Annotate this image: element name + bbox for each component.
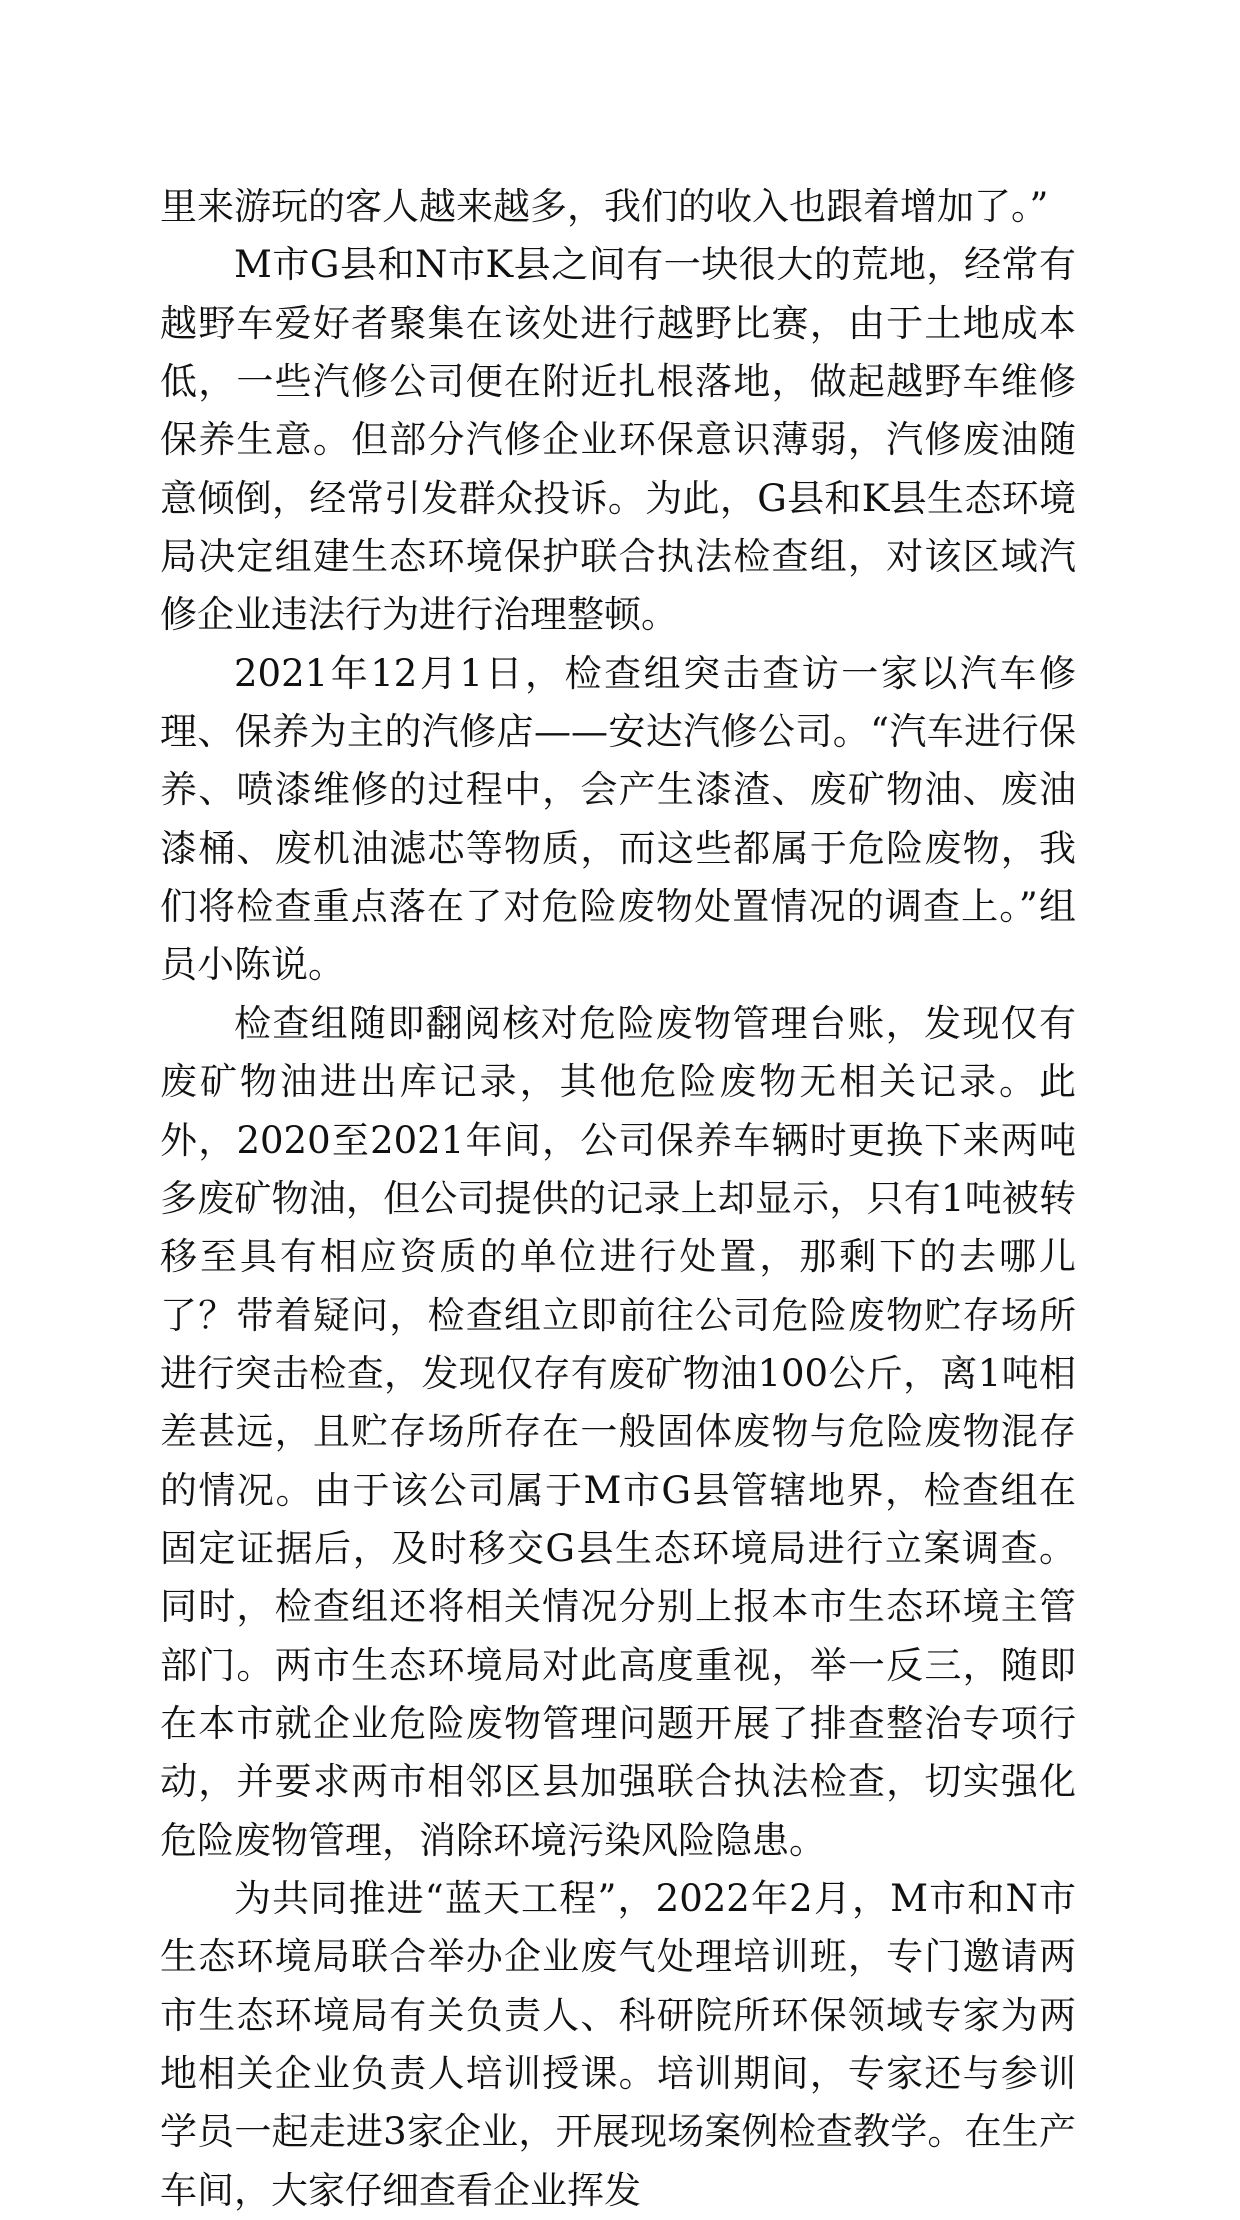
paragraph-wasteland-intro: M市G县和N市K县之间有一块很大的荒地，经常有越野车爱好者聚集在该处进行越野比赛，由于土地成本低，一些汽修公司便在附近扎根落地，做起越野车维修保养生意。但部分汽修企业环保意识薄弱，汽修废油随意倾倒，经常引发群众投诉。为此，G县和K县生态环境局决定组建生态环境保护联合执法检查组，对该区域汽修企业违法行为进行治理整顿。 bbox=[160, 243, 1076, 637]
paragraph-training-course: 为共同推进“蓝天工程”，2022年2月，M市和N市生态环境局联合举办企业废气处理培训班，专门邀请两市生态环境局有关负责人、科研院所环保领域专家为两地相关企业负责人培训授课。培训期间，专家还与参训学员一起走进3家企业，开展现场案例检查教学。在生产车间，大家仔细查看企业挥发 bbox=[160, 1876, 1076, 2212]
paragraph-ledger-findings: 检查组随即翻阅核对危险废物管理台账，发现仅有废矿物油进出库记录，其他危险废物无相关记录。此外，2020至2021年间，公司保养车辆时更换下来两吨多废矿物油，但公司提供的记录上却显示，只有1吨被转移至具有相应资质的单位进行处置，那剩下的去哪儿了？带着疑问，检查组立即前往公司危险废物贮存场所进行突击检查，发现仅存有废矿物油100公斤，离1吨相差甚远，且贮存场所存在一般固体废物与危险废物混存的情况。由于该公司属于M市G县管辖地界，检查组在固定证据后，及时移交G县生态环境局进行立案调查。同时，检查组还将相关情况分别上报本市生态环境主管部门。两市生态环境局对此高度重视，举一反三，随即在本市就企业危险废物管理问题开展了排查整治专项行动，并要求两市相邻区县加强联合执法检查，切实强化危险废物管理，消除环境污染风险隐患。 bbox=[160, 1001, 1076, 1862]
document-body bbox=[160, 178, 1076, 2220]
paragraph-inspection-visit: 2021年12月1日，检查组突击查访一家以汽车修理、保养为主的汽修店——安达汽修公司。“汽车进行保养、喷漆维修的过程中，会产生漆渣、废矿物油、废油漆桶、废机油滤芯等物质，而这些都属于危险废物，我们将检查重点落在了对危险废物处置情况的调查上。”组员小陈说。 bbox=[160, 651, 1076, 987]
paragraph-continuation: 里来游玩的客人越来越多，我们的收入也跟着增加了。” bbox=[160, 185, 1049, 228]
